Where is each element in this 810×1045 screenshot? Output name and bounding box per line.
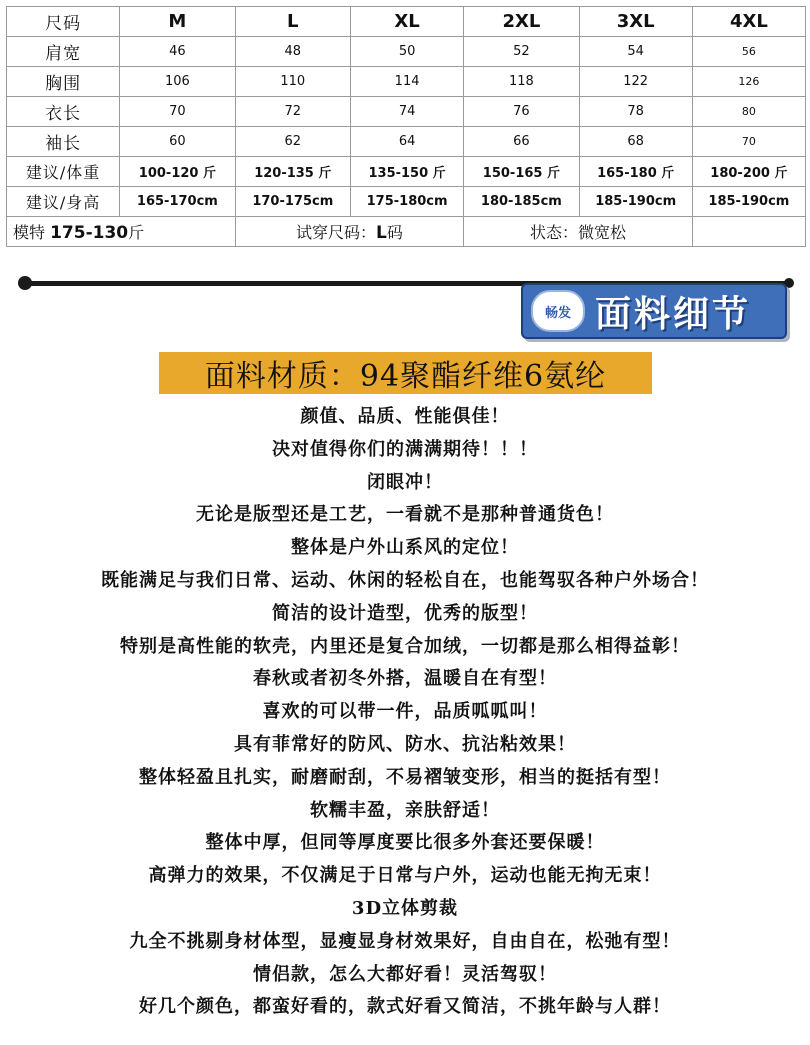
table-cell: 106 bbox=[120, 67, 235, 97]
description-line: 颜值、品质、性能俱佳！ bbox=[300, 406, 510, 427]
size-col-4xl: 4XL bbox=[692, 7, 805, 37]
table-cell: 185-190cm bbox=[692, 187, 805, 217]
table-cell: 170-175cm bbox=[235, 187, 350, 217]
model-prefix: 模特 bbox=[13, 223, 51, 242]
table-cell: 60 bbox=[120, 127, 235, 157]
description-block bbox=[0, 401, 810, 1024]
size-col-xl: XL bbox=[351, 7, 464, 37]
table-cell: 56 bbox=[692, 37, 805, 67]
row-label: 衣长 bbox=[7, 97, 120, 127]
empty-cell bbox=[692, 217, 805, 247]
description-line: 3D立体剪裁 bbox=[351, 897, 459, 919]
table-cell: 150-165 斤 bbox=[464, 157, 579, 187]
table-cell: 120-135 斤 bbox=[235, 157, 350, 187]
description-line: 高弹力的效果，不仅满足于日常与户外，运动也能无拘无束！ bbox=[148, 865, 662, 887]
row-label: 肩宽 bbox=[7, 37, 120, 67]
description-line: 软糯丰盈，亲肤舒适！ bbox=[310, 799, 500, 821]
description-line: 决对值得你们的满满期待！！！ bbox=[272, 438, 538, 460]
table-cell: 64 bbox=[351, 127, 464, 157]
description-line: 特别是高性能的软壳，内里还是复合加绒，一切都是那么相得益彰！ bbox=[120, 635, 690, 657]
table-cell: 74 bbox=[351, 97, 464, 127]
size-row-chest bbox=[7, 67, 806, 97]
fabric-detail-title: 面料细节 bbox=[595, 293, 752, 335]
brand-logo-text: 畅发 bbox=[544, 305, 571, 321]
table-cell: 122 bbox=[579, 67, 692, 97]
table-cell: 48 bbox=[235, 37, 350, 67]
description-line: 闭眼冲！ bbox=[367, 471, 443, 493]
table-cell: 72 bbox=[235, 97, 350, 127]
table-cell: 165-170cm bbox=[120, 187, 235, 217]
table-cell: 52 bbox=[464, 37, 579, 67]
description-line: 喜欢的可以带一件，品质呱呱叫！ bbox=[262, 701, 548, 723]
size-chart-body bbox=[7, 7, 806, 247]
size-col-3xl: 3XL bbox=[579, 7, 692, 37]
description-line: 春秋或者初冬外搭，温暖自在有型！ bbox=[253, 668, 557, 690]
description-line: 简洁的设计造型，优秀的版型！ bbox=[272, 602, 538, 624]
size-row-shoulder bbox=[7, 37, 806, 67]
brand-logo-icon bbox=[531, 290, 585, 332]
size-row-length bbox=[7, 97, 806, 127]
table-cell: 100-120 斤 bbox=[120, 157, 235, 187]
row-label: 建议/身高 bbox=[7, 187, 120, 217]
row-label: 建议/体重 bbox=[7, 157, 120, 187]
fit-state: 状态：微宽松 bbox=[464, 217, 693, 247]
description-line: 无论是版型还是工艺，一看就不是那种普通货色！ bbox=[196, 504, 614, 526]
size-header-row bbox=[7, 7, 806, 37]
table-cell: 185-190cm bbox=[579, 187, 692, 217]
divider-left-dot bbox=[18, 276, 32, 290]
table-cell: 165-180 斤 bbox=[579, 157, 692, 187]
size-header-label: 尺码 bbox=[7, 7, 120, 37]
table-cell: 180-185cm bbox=[464, 187, 579, 217]
table-cell: 110 bbox=[235, 67, 350, 97]
model-info bbox=[7, 217, 236, 247]
description-line: 整体轻盈且扎实，耐磨耐刮，不易褶皱变形，相当的挺括有型！ bbox=[139, 766, 671, 788]
table-cell: 68 bbox=[579, 127, 692, 157]
row-label: 胸围 bbox=[7, 67, 120, 97]
description-line: 情侣款，怎么大都好看！灵活驾驭！ bbox=[253, 963, 557, 985]
size-footer-row bbox=[7, 217, 806, 247]
table-cell: 70 bbox=[120, 97, 235, 127]
description-line: 九全不挑剔身材体型，显瘦显身材效果好，自由自在，松弛有型！ bbox=[129, 930, 681, 952]
size-chart-table bbox=[6, 6, 806, 247]
fit-suffix: 码 bbox=[386, 223, 403, 242]
table-cell: 180-200 斤 bbox=[692, 157, 805, 187]
table-cell: 46 bbox=[120, 37, 235, 67]
material-banner: 面料材质：94聚酯纤维6氨纶 bbox=[159, 352, 652, 394]
table-cell: 80 bbox=[692, 97, 805, 127]
table-cell: 78 bbox=[579, 97, 692, 127]
description-line: 具有菲常好的防风、防水、抗沾粘效果！ bbox=[234, 733, 576, 755]
size-col-l: L bbox=[235, 7, 350, 37]
table-cell: 114 bbox=[351, 67, 464, 97]
description-line: 整体中厚，但同等厚度要比很多外套还要保暖！ bbox=[205, 832, 605, 854]
description-line: 整体是户外山系风的定位！ bbox=[291, 537, 519, 559]
table-cell: 76 bbox=[464, 97, 579, 127]
fabric-detail-badge bbox=[521, 283, 787, 339]
size-col-m: M bbox=[120, 7, 235, 37]
description-line: 既能满足与我们日常、运动、休闲的轻松自在，也能驾驭各种户外场合！ bbox=[101, 569, 709, 591]
table-cell: 50 bbox=[351, 37, 464, 67]
table-cell: 126 bbox=[692, 67, 805, 97]
size-row-weight bbox=[7, 157, 806, 187]
table-cell: 118 bbox=[464, 67, 579, 97]
model-value: 175-130 bbox=[50, 223, 129, 243]
table-cell: 70 bbox=[692, 127, 805, 157]
table-cell: 62 bbox=[235, 127, 350, 157]
size-row-height bbox=[7, 187, 806, 217]
fit-size-info bbox=[235, 217, 464, 247]
fit-prefix: 试穿尺码： bbox=[295, 223, 376, 242]
description-line: 好几个颜色，都蛮好看的，款式好看又简洁，不挑年龄与人群！ bbox=[139, 996, 671, 1018]
fit-value: L bbox=[375, 223, 387, 243]
table-cell: 66 bbox=[464, 127, 579, 157]
size-col-2xl: 2XL bbox=[464, 7, 579, 37]
row-label: 袖长 bbox=[7, 127, 120, 157]
model-suffix: 斤 bbox=[128, 223, 145, 242]
table-cell: 54 bbox=[579, 37, 692, 67]
size-row-sleeve bbox=[7, 127, 806, 157]
table-cell: 135-150 斤 bbox=[351, 157, 464, 187]
table-cell: 175-180cm bbox=[351, 187, 464, 217]
